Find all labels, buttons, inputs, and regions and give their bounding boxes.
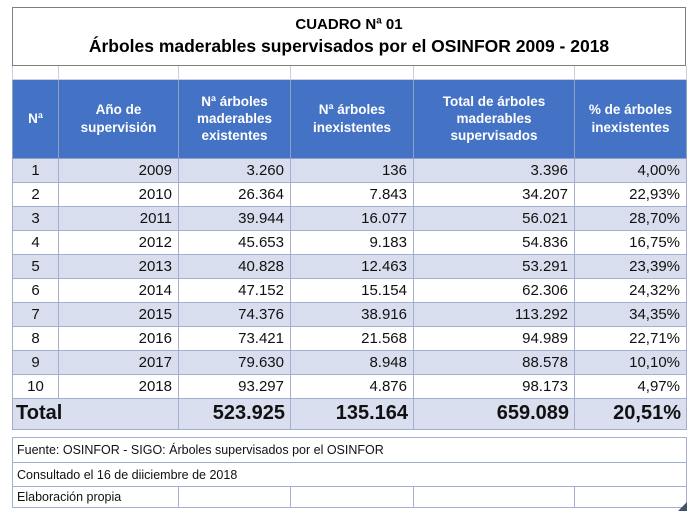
- table-row: [13, 374, 687, 398]
- table-cell: 21.568: [291, 326, 414, 350]
- total-row: [13, 398, 687, 429]
- table-cell: 54.836: [414, 230, 575, 254]
- spacer-cell: [414, 66, 575, 79]
- table-cell: 22,93%: [575, 182, 687, 206]
- table-body: [13, 158, 687, 398]
- column-header-supervisados: Total de árboles maderables supervisados: [414, 79, 575, 158]
- spacer-row: [13, 66, 687, 79]
- total-supervisados-cell: 659.089: [414, 398, 575, 429]
- table-cell: 15.154: [291, 278, 414, 302]
- column-header-anio: Año de supervisión: [59, 79, 179, 158]
- table-cell: 2015: [59, 302, 179, 326]
- table-cell: 4: [13, 230, 59, 254]
- table-cell: 47.152: [179, 278, 291, 302]
- table-cell: 2011: [59, 206, 179, 230]
- table-cell: 98.173: [414, 374, 575, 398]
- empty-cell: [291, 487, 414, 508]
- table-row: [13, 302, 687, 326]
- table-number-title: CUADRO Nª 01: [295, 16, 403, 33]
- table-cell: 39.944: [179, 206, 291, 230]
- table-cell: 45.653: [179, 230, 291, 254]
- table-row: [13, 350, 687, 374]
- table-cell: 7.843: [291, 182, 414, 206]
- table-cell: 26.364: [179, 182, 291, 206]
- table-cell: 62.306: [414, 278, 575, 302]
- table-cell: 40.828: [179, 254, 291, 278]
- table-cell: 9: [13, 350, 59, 374]
- table-cell: 74.376: [179, 302, 291, 326]
- table-cell: 56.021: [414, 206, 575, 230]
- consulted-note: Consultado el 16 de diiciembre de 2018: [13, 463, 687, 487]
- table-cell: 8.948: [291, 350, 414, 374]
- table-cell: 2013: [59, 254, 179, 278]
- elaboration-note: Elaboración propia: [13, 487, 179, 508]
- total-existentes-cell: 523.925: [179, 398, 291, 429]
- table-cell: 2017: [59, 350, 179, 374]
- source-note: Fuente: OSINFOR - SIGO: Árboles supervisados por el OSINFOR: [13, 438, 687, 463]
- table-cell: 10,10%: [575, 350, 687, 374]
- table-cell: 23,39%: [575, 254, 687, 278]
- total-porcentaje-cell: 20,51%: [575, 398, 687, 429]
- table-row: [13, 254, 687, 278]
- spacer-cell: [291, 66, 414, 79]
- table-cell: 6: [13, 278, 59, 302]
- table-cell: 4,97%: [575, 374, 687, 398]
- table-cell: 34.207: [414, 182, 575, 206]
- table-row: [13, 230, 687, 254]
- empty-cell: [414, 487, 575, 508]
- spacer-cell: [575, 66, 687, 79]
- spacer-cell: [13, 66, 59, 79]
- table-cell: 2012: [59, 230, 179, 254]
- source-notes-table: [12, 437, 687, 508]
- column-header-existentes: Nª árboles maderables existentes: [179, 79, 291, 158]
- column-header-inexistentes: Nª árboles inexistentes: [291, 79, 414, 158]
- table-cell: 79.630: [179, 350, 291, 374]
- column-header-porcentaje: % de árboles inexistentes: [575, 79, 687, 158]
- table-cell: 2018: [59, 374, 179, 398]
- table-cell: 3: [13, 206, 59, 230]
- table-cell: 22,71%: [575, 326, 687, 350]
- table-cell: 53.291: [414, 254, 575, 278]
- table-row: [13, 326, 687, 350]
- table-cell: 3.260: [179, 158, 291, 182]
- table-cell: 2009: [59, 158, 179, 182]
- table-header-row: [13, 79, 687, 158]
- table-cell: 88.578: [414, 350, 575, 374]
- table-cell: 24,32%: [575, 278, 687, 302]
- total-label-cell: Total: [13, 398, 179, 429]
- table-cell: 16.077: [291, 206, 414, 230]
- table-cell: 2: [13, 182, 59, 206]
- table-cell: 136: [291, 158, 414, 182]
- table-cell: 8: [13, 326, 59, 350]
- table-cell: 5: [13, 254, 59, 278]
- table-cell: 94.989: [414, 326, 575, 350]
- consulted-row: [13, 463, 687, 487]
- table-cell: 3.396: [414, 158, 575, 182]
- table-cell: 34,35%: [575, 302, 687, 326]
- empty-cell: [575, 487, 687, 508]
- table-cell: 16,75%: [575, 230, 687, 254]
- table-row: [13, 158, 687, 182]
- table-cell: 1: [13, 158, 59, 182]
- table-row: [13, 278, 687, 302]
- table-cell: 113.292: [414, 302, 575, 326]
- table-main-title: Árboles maderables supervisados por el OSINFOR 2009 - 2018: [88, 36, 610, 56]
- table-row: [13, 206, 687, 230]
- table-cell: 28,70%: [575, 206, 687, 230]
- resize-corner-icon[interactable]: [678, 502, 687, 511]
- table-cell: 2016: [59, 326, 179, 350]
- title-box: [12, 7, 686, 66]
- empty-cell: [179, 487, 291, 508]
- supervision-data-table: [12, 66, 687, 430]
- total-inexistentes-cell: 135.164: [291, 398, 414, 429]
- column-header-numero: Nª: [13, 79, 59, 158]
- table-row: [13, 182, 687, 206]
- elaboration-row: [13, 487, 687, 508]
- table-cell: 4.876: [291, 374, 414, 398]
- table-cell: 12.463: [291, 254, 414, 278]
- table-cell: 2014: [59, 278, 179, 302]
- table-cell: 9.183: [291, 230, 414, 254]
- table-cell: 73.421: [179, 326, 291, 350]
- spacer-cell: [179, 66, 291, 79]
- table-cell: 2010: [59, 182, 179, 206]
- spacer-cell: [59, 66, 179, 79]
- table-cell: 93.297: [179, 374, 291, 398]
- source-row: [13, 438, 687, 463]
- table-cell: 38.916: [291, 302, 414, 326]
- table-cell: 10: [13, 374, 59, 398]
- table-cell: 4,00%: [575, 158, 687, 182]
- table-cell: 7: [13, 302, 59, 326]
